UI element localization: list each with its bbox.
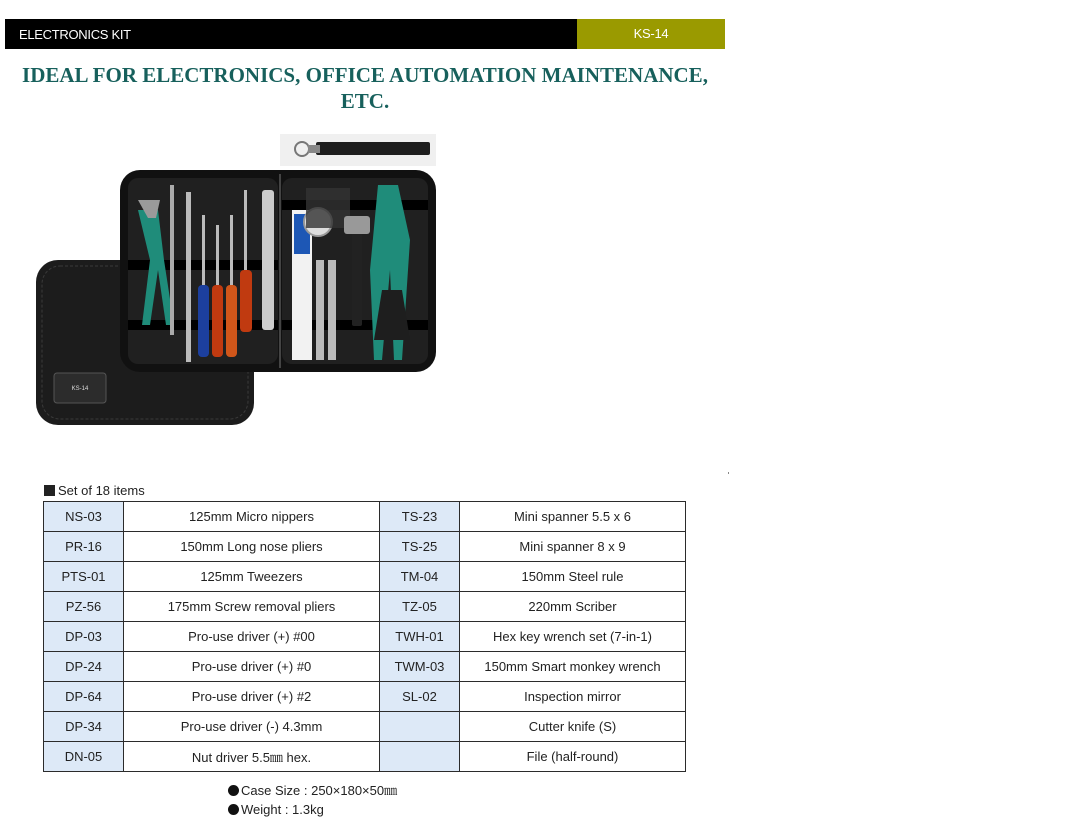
case-size-line bbox=[228, 781, 397, 800]
item-code: TM-04 bbox=[380, 562, 460, 592]
product-photo bbox=[30, 130, 440, 430]
item-description: Inspection mirror bbox=[460, 682, 686, 712]
item-description: 150mm Steel rule bbox=[460, 562, 686, 592]
table-row bbox=[44, 712, 686, 742]
items-table bbox=[43, 501, 686, 772]
item-code: TZ-05 bbox=[380, 592, 460, 622]
item-code: TWM-03 bbox=[380, 652, 460, 682]
item-description: Pro-use driver (+) #0 bbox=[124, 652, 380, 682]
item-code-empty bbox=[380, 742, 460, 772]
item-code: DP-64 bbox=[44, 682, 124, 712]
item-description: 150mm Smart monkey wrench bbox=[460, 652, 686, 682]
circle-bullet-icon bbox=[228, 785, 239, 796]
item-code: TS-25 bbox=[380, 532, 460, 562]
item-code: DP-24 bbox=[44, 652, 124, 682]
item-code: NS-03 bbox=[44, 502, 124, 532]
item-code-empty bbox=[380, 712, 460, 742]
item-code: DP-03 bbox=[44, 622, 124, 652]
item-code: TWH-01 bbox=[380, 622, 460, 652]
item-description: Cutter knife (S) bbox=[460, 712, 686, 742]
table-row bbox=[44, 742, 686, 772]
set-count: Set of 18 items bbox=[58, 483, 145, 498]
item-description: Hex key wrench set (7-in-1) bbox=[460, 622, 686, 652]
item-description: Pro-use driver (+) #2 bbox=[124, 682, 380, 712]
item-code: PTS-01 bbox=[44, 562, 124, 592]
table-row bbox=[44, 652, 686, 682]
table-row bbox=[44, 532, 686, 562]
table-row bbox=[44, 682, 686, 712]
weight: Weight : 1.3kg bbox=[241, 802, 324, 817]
header-bar bbox=[5, 19, 725, 49]
header-model: KS-14 bbox=[577, 19, 725, 49]
headline: IDEAL FOR ELECTRONICS, OFFICE AUTOMATION MAINTENANCE, ETC. bbox=[22, 63, 708, 113]
item-description: 175mm Screw removal pliers bbox=[124, 592, 380, 622]
table-row bbox=[44, 592, 686, 622]
item-description: Mini spanner 8 x 9 bbox=[460, 532, 686, 562]
table-row bbox=[44, 562, 686, 592]
item-code: PZ-56 bbox=[44, 592, 124, 622]
item-description: Nut driver 5.5㎜ hex. bbox=[124, 742, 380, 772]
item-code: SL-02 bbox=[380, 682, 460, 712]
weight-line bbox=[228, 800, 397, 819]
case-size: Case Size : 250×180×50㎜ bbox=[241, 783, 398, 798]
square-bullet-icon bbox=[44, 485, 55, 496]
item-description: 125mm Micro nippers bbox=[124, 502, 380, 532]
svg-text:KS-14: KS-14 bbox=[71, 386, 89, 392]
item-description: 150mm Long nose pliers bbox=[124, 532, 380, 562]
item-description: 220mm Scriber bbox=[460, 592, 686, 622]
header-title: ELECTRONICS KIT bbox=[5, 19, 577, 49]
table-row bbox=[44, 622, 686, 652]
stray-mark bbox=[728, 472, 729, 474]
specs bbox=[228, 781, 397, 819]
item-description: Pro-use driver (+) #00 bbox=[124, 622, 380, 652]
item-description: Mini spanner 5.5 x 6 bbox=[460, 502, 686, 532]
circle-bullet-icon bbox=[228, 804, 239, 815]
set-label bbox=[44, 483, 145, 498]
item-description: 125mm Tweezers bbox=[124, 562, 380, 592]
table-row bbox=[44, 502, 686, 532]
item-description: File (half-round) bbox=[460, 742, 686, 772]
item-code: TS-23 bbox=[380, 502, 460, 532]
item-code: DN-05 bbox=[44, 742, 124, 772]
item-code: DP-34 bbox=[44, 712, 124, 742]
item-description: Pro-use driver (-) 4.3mm bbox=[124, 712, 380, 742]
item-code: PR-16 bbox=[44, 532, 124, 562]
